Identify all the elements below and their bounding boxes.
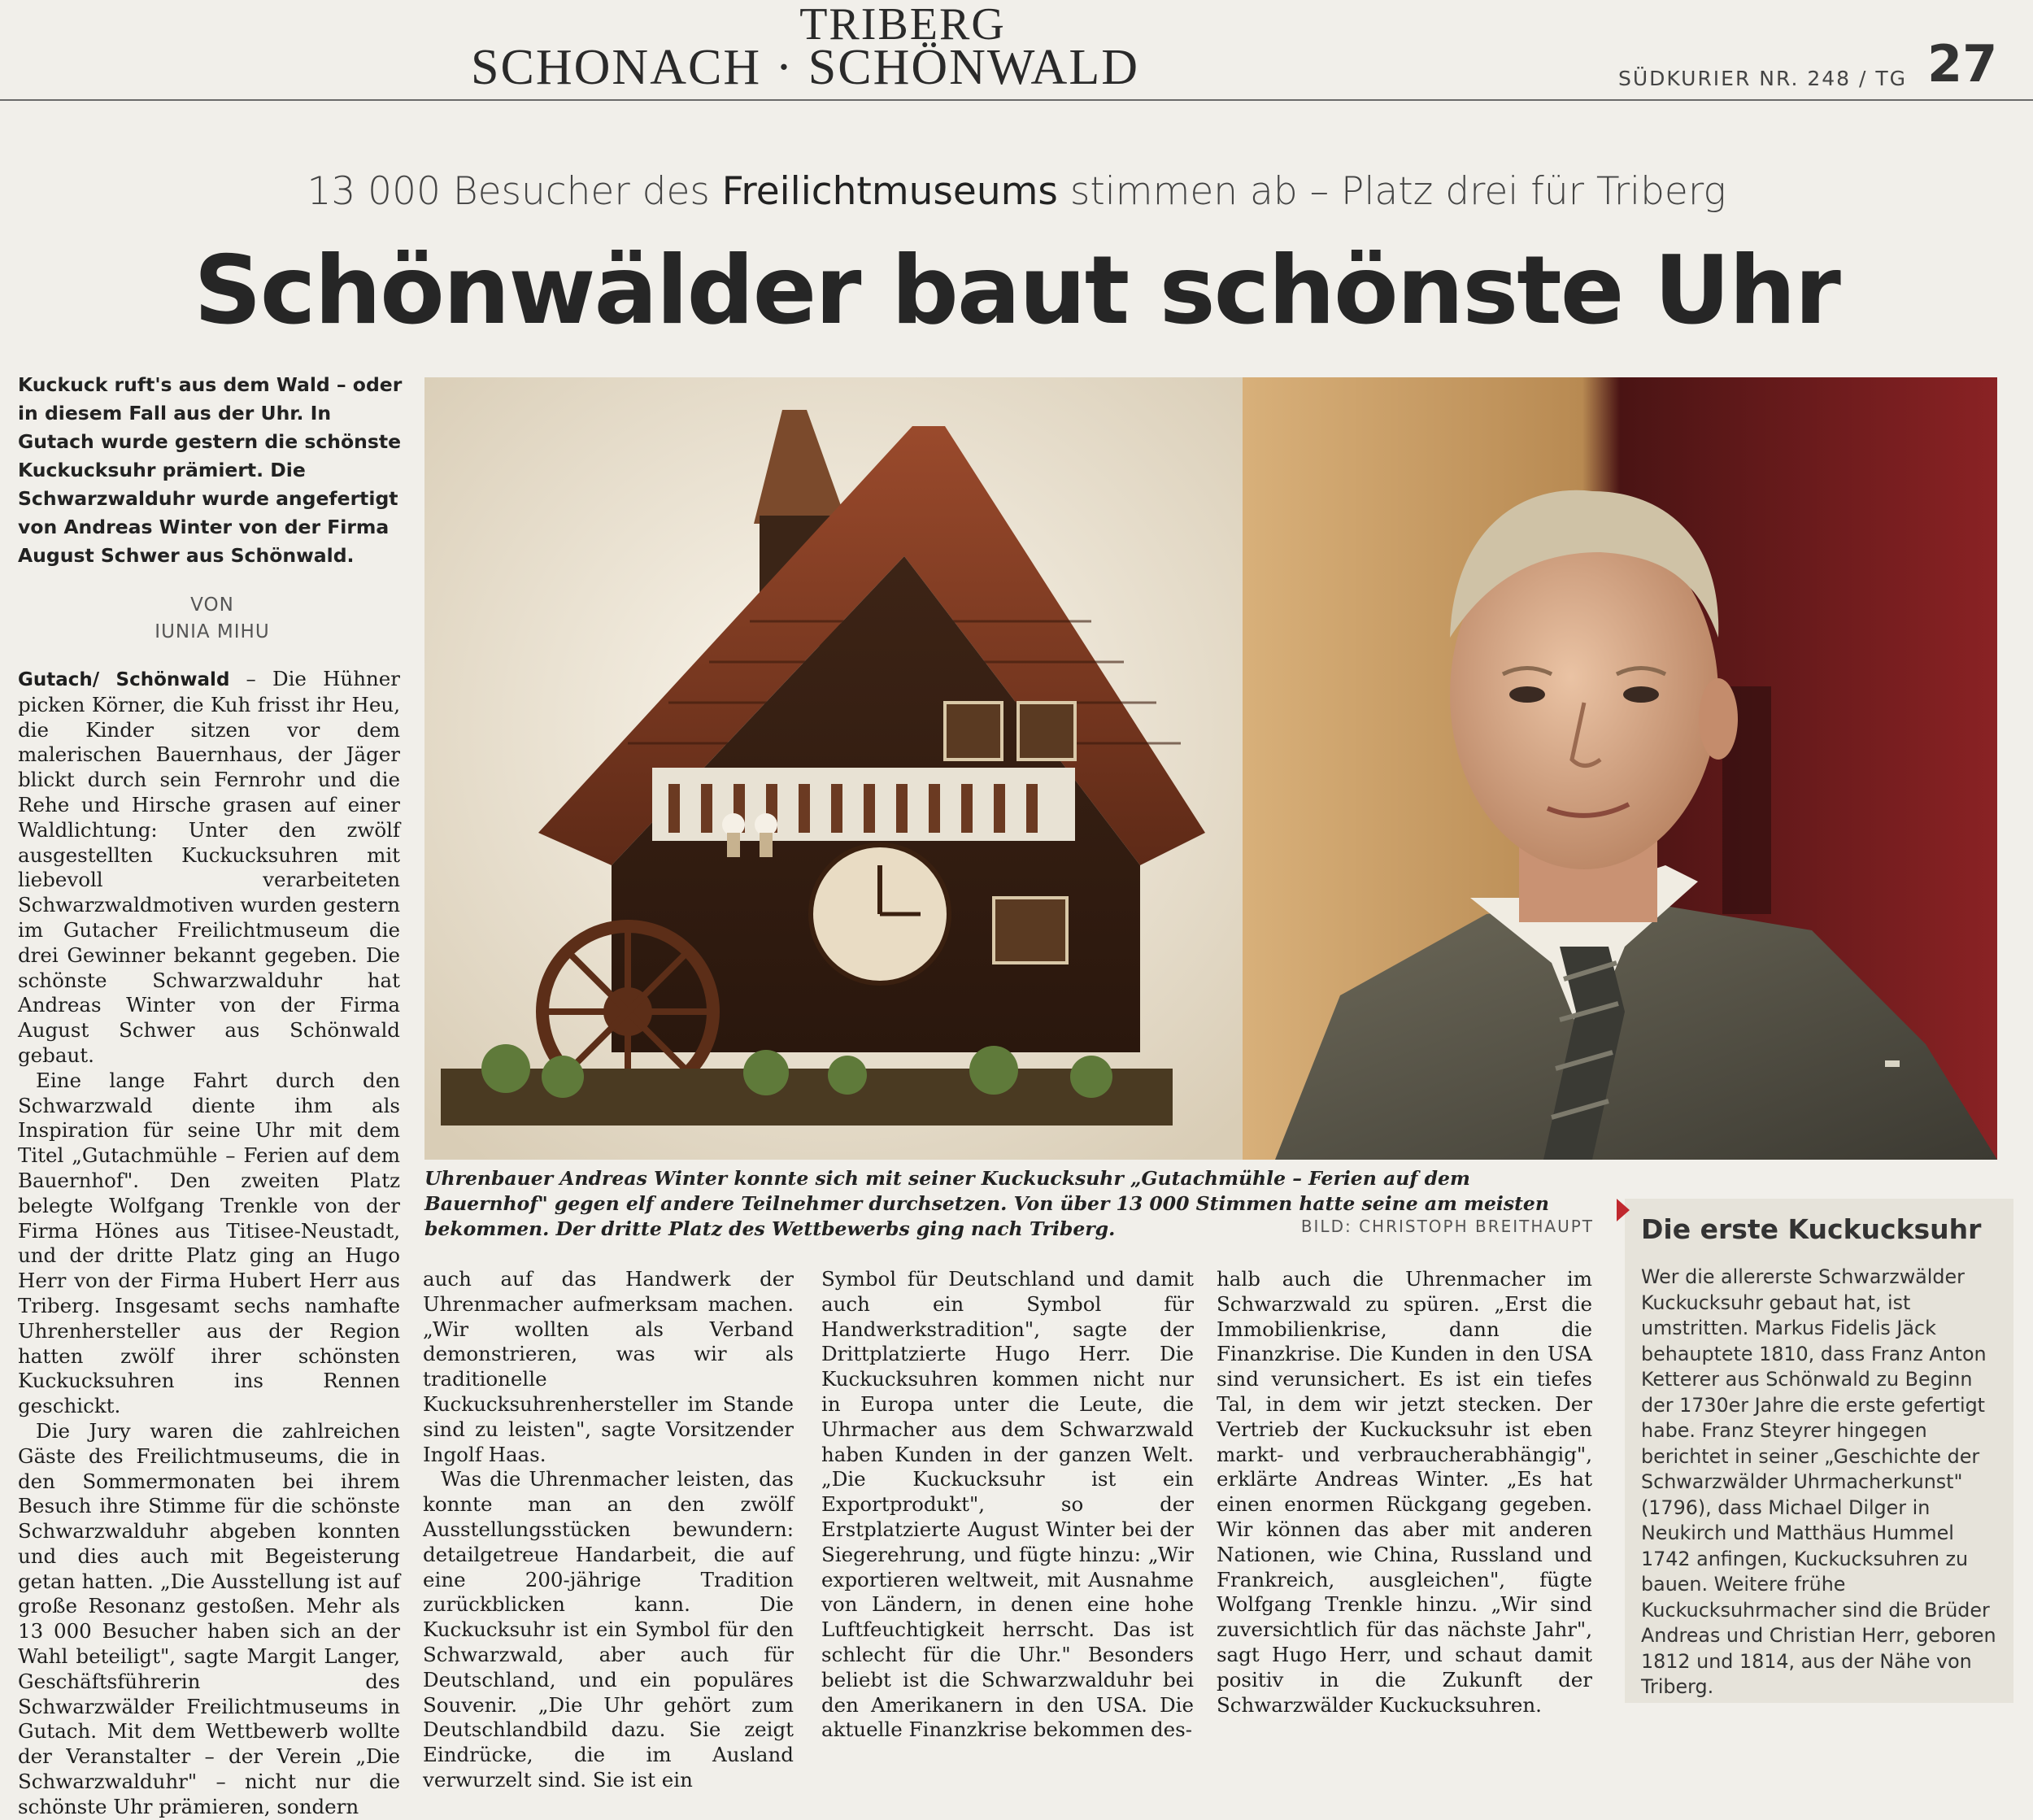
article-column-1 bbox=[18, 667, 400, 1820]
sidebar-title: Die erste Kuckucksuhr bbox=[1641, 1213, 1982, 1245]
photo-andreas-winter-portrait bbox=[1243, 377, 1997, 1160]
paragraph-text: – Die Hühner picken Körner, die Kuh frisst ihr Heu, die Kinder sitzen vor dem malerischen Bauernhaus, der Jäger blickt durch sein Fernrohr und die Rehe und Hirsche grasen auf einer Waldlichtung: Unter den zwölf ausgestellten Kuckucksuhren mit liebevoll verarbeiteten Schwarzwaldmotiven wurden gestern im Gutacher Freilichtmuseum die drei Gewinner bekannt gegeben. Die schönste Schwarzwalduhr hat Andreas Winter von der Firma August Schwer aus Schönwald gebaut. bbox=[18, 667, 400, 1067]
masthead-rule bbox=[0, 99, 2033, 101]
dateline: Gutach/ Schönwald bbox=[18, 669, 230, 690]
page-number: 27 bbox=[1927, 34, 1998, 94]
article-lead: Kuckuck ruft's aus dem Wald – oder in diesem Fall aus der Uhr. In Gutach wurde gestern die schönste Kuckucksuhr prämiert. Die Schwarzwalduhr wurde angefertigt von Andreas Winter von der Firma August Schwer aus Schönwald. bbox=[18, 373, 403, 567]
photo-cuckoo-clock bbox=[424, 377, 1246, 1160]
paragraph bbox=[18, 667, 400, 1069]
sidebar-marker-icon bbox=[1617, 1199, 1630, 1221]
paragraph: auch auf das Handwerk der Uhrenmacher aufmerksam machen. „Wir wollten als Verband demonstrieren, was wir als traditionelle Kuckucksuhrenhersteller im Stande sind zu leisten", sagte Vorsitzender Ingolf Haas. bbox=[423, 1267, 794, 1466]
masthead-town-primary: TRIBERG bbox=[799, 0, 1006, 50]
kicker-text-pre: 13 000 Besucher des bbox=[307, 169, 722, 214]
article-headline: Schönwälder baut schönste Uhr bbox=[194, 236, 1839, 346]
paragraph: halb auch die Uhrenmacher im Schwarzwald zu spüren. „Erst die Immobilienkrise, dann die Finanzkrise. Die Kunden in den USA sind verunsichert. Es ist ein tiefes Tal, in dem wir jetzt stecken. Der Vertrieb der Kuckucksuhr ist eben markt- und verbraucherabhängig", erklärte Andreas Winter. „Es hat einen enormen Rückgang gegeben. Wir können das aber mit anderen Nationen, wie China, Russland und Frankreich, ausgleichen", fügte Wolfgang Trenkle hinzu. „Wir sind zuversichtlich für das nächste Jahr", sagt Hugo Herr, und schaut damit positiv in die Zukunft der Schwarzwälder Kuckucksuhren. bbox=[1217, 1267, 1592, 1717]
paragraph: Was die Uhrenmacher leisten, das konnte man an den zwölf Ausstellungsstücken bewundern: detailgetreue Handarbeit, die auf eine 200-jährige Tradition zurückblicken kann. Die Kuckucksuhr ist ein Symbol für den Schwarzwald, aber auch für Deutschland, und ein populäres Souvenir. „Die Uhr gehört zum Deutschlandbild dazu. Sie zeigt Eindrücke, die im Ausland verwurzelt sind. Sie ist ein bbox=[423, 1467, 794, 1792]
paragraph: Eine lange Fahrt durch den Schwarzwald diente ihm als Inspiration für seine Uhr mit dem Titel „Gutachmühle – Ferien auf dem Bauernhof". Den zweiten Platz belegte Wolfgang Trenkle von der Firma Hönes aus Titisee-Neustadt, und der dritte Platz ging an Hugo Herr von der Firma Hubert Herr aus Triberg. Insgesamt sechs namhafte Uhrenhersteller aus der Region hatten zwölf ihrer schönsten Kuckucksuhren ins Rennen geschickt. bbox=[18, 1068, 400, 1418]
photo-credit: BILD: CHRISTOPH BREITHAUPT bbox=[1300, 1217, 1594, 1236]
article-column-3 bbox=[821, 1267, 1194, 1743]
paragraph: Symbol für Deutschland und damit auch ein Symbol für Handwerkstradition", sagte der Drittplatzierte Hugo Herr. Die Kuckucksuhren kommen nicht nur in Europa unter die Leute, die Uhrmacher aus dem Schwarzwald haben Kunden in der ganzen Welt. „Die Kuckucksuhr ist ein Exportprodukt", so der Erstplatzierte August Winter bei der Siegerehrung, und fügte hinzu: „Wir exportieren weltweit, mit Ausnahme von Ländern, in denen eine hohe Luftfeuchtigkeit herrscht. Das ist schlecht für die Uhr." Besonders beliebt ist die Schwarzwalduhr bei den Amerikanern in den USA. Die aktuelle Finanzkrise bekommen des- bbox=[821, 1267, 1194, 1742]
newspaper-issue: SÜDKURIER NR. 248 / TG bbox=[1618, 67, 1908, 90]
photo-caption: Uhrenbauer Andreas Winter konnte sich mit seiner Kuckucksuhr „Gutachmühle – Ferien auf dem Bauernhof" gegen elf andere Teilnehmer durchsetzen. Von über 13 000 Stimmen hatte seine am meisten bekommen. Der dritte Platz des Wettbewerbs ging nach Triberg. bbox=[424, 1167, 1549, 1240]
portrait-illustration bbox=[1243, 377, 1997, 1160]
article-kicker bbox=[0, 169, 2033, 214]
kicker-text-bold: Freilichtmuseums bbox=[721, 169, 1058, 214]
byline-von: VON bbox=[190, 594, 234, 616]
article-byline bbox=[18, 592, 407, 646]
sidebar-text: Wer die allererste Schwarzwälder Kuckucksuhr gebaut hat, ist umstritten. Markus Fidelis Jäck behauptete 1810, dass Franz Anton Ketterer aus Schönwald zu Beginn der 1730er Jahre die erste gefertigt habe. Franz Steyrer hingegen berichtet in seiner „Geschichte der Schwarzwälder Uhrmacherkunst" (1796), dass Michael Dilger in Neukirch und Matthäus Hummel 1742 anfingen, Kuckucksuhren zu bauen. Weitere frühe Kuckucksuhrmacher sind die Brüder Andreas und Christian Herr, geboren 1812 und 1814, aus der Nähe von Triberg. bbox=[1641, 1265, 1996, 1698]
kicker-text-post: stimmen ab – Platz drei für Triberg bbox=[1057, 169, 1726, 214]
article-column-4 bbox=[1217, 1267, 1592, 1718]
paragraph: Die Jury waren die zahlreichen Gäste des Freilichtmuseums, die in den Sommermonaten bei ihrem Besuch ihre Stimme für die schönste Schwarzwalduhr abgeben konnten und dies auch mit Begeisterung getan hatten. „Die Ausstellung ist auf große Resonanz gestoßen. Mehr als 13 000 Besucher haben sich an der Wahl beteiligt", sagte Margit Langer, Geschäftsführerin des Schwarzwälder Freilichtmuseums in Gutach. Mit dem Wettbewerb wollte der Veranstalter – der Verein „Die Schwarzwalduhr" – nicht nur die schönste Uhr prämieren, sondern bbox=[18, 1418, 400, 1818]
masthead-towns-secondary: SCHONACH · SCHÖNWALD bbox=[471, 40, 1139, 95]
cuckoo-clock-illustration bbox=[424, 377, 1246, 1160]
byline-author: IUNIA MIHU bbox=[155, 621, 270, 642]
